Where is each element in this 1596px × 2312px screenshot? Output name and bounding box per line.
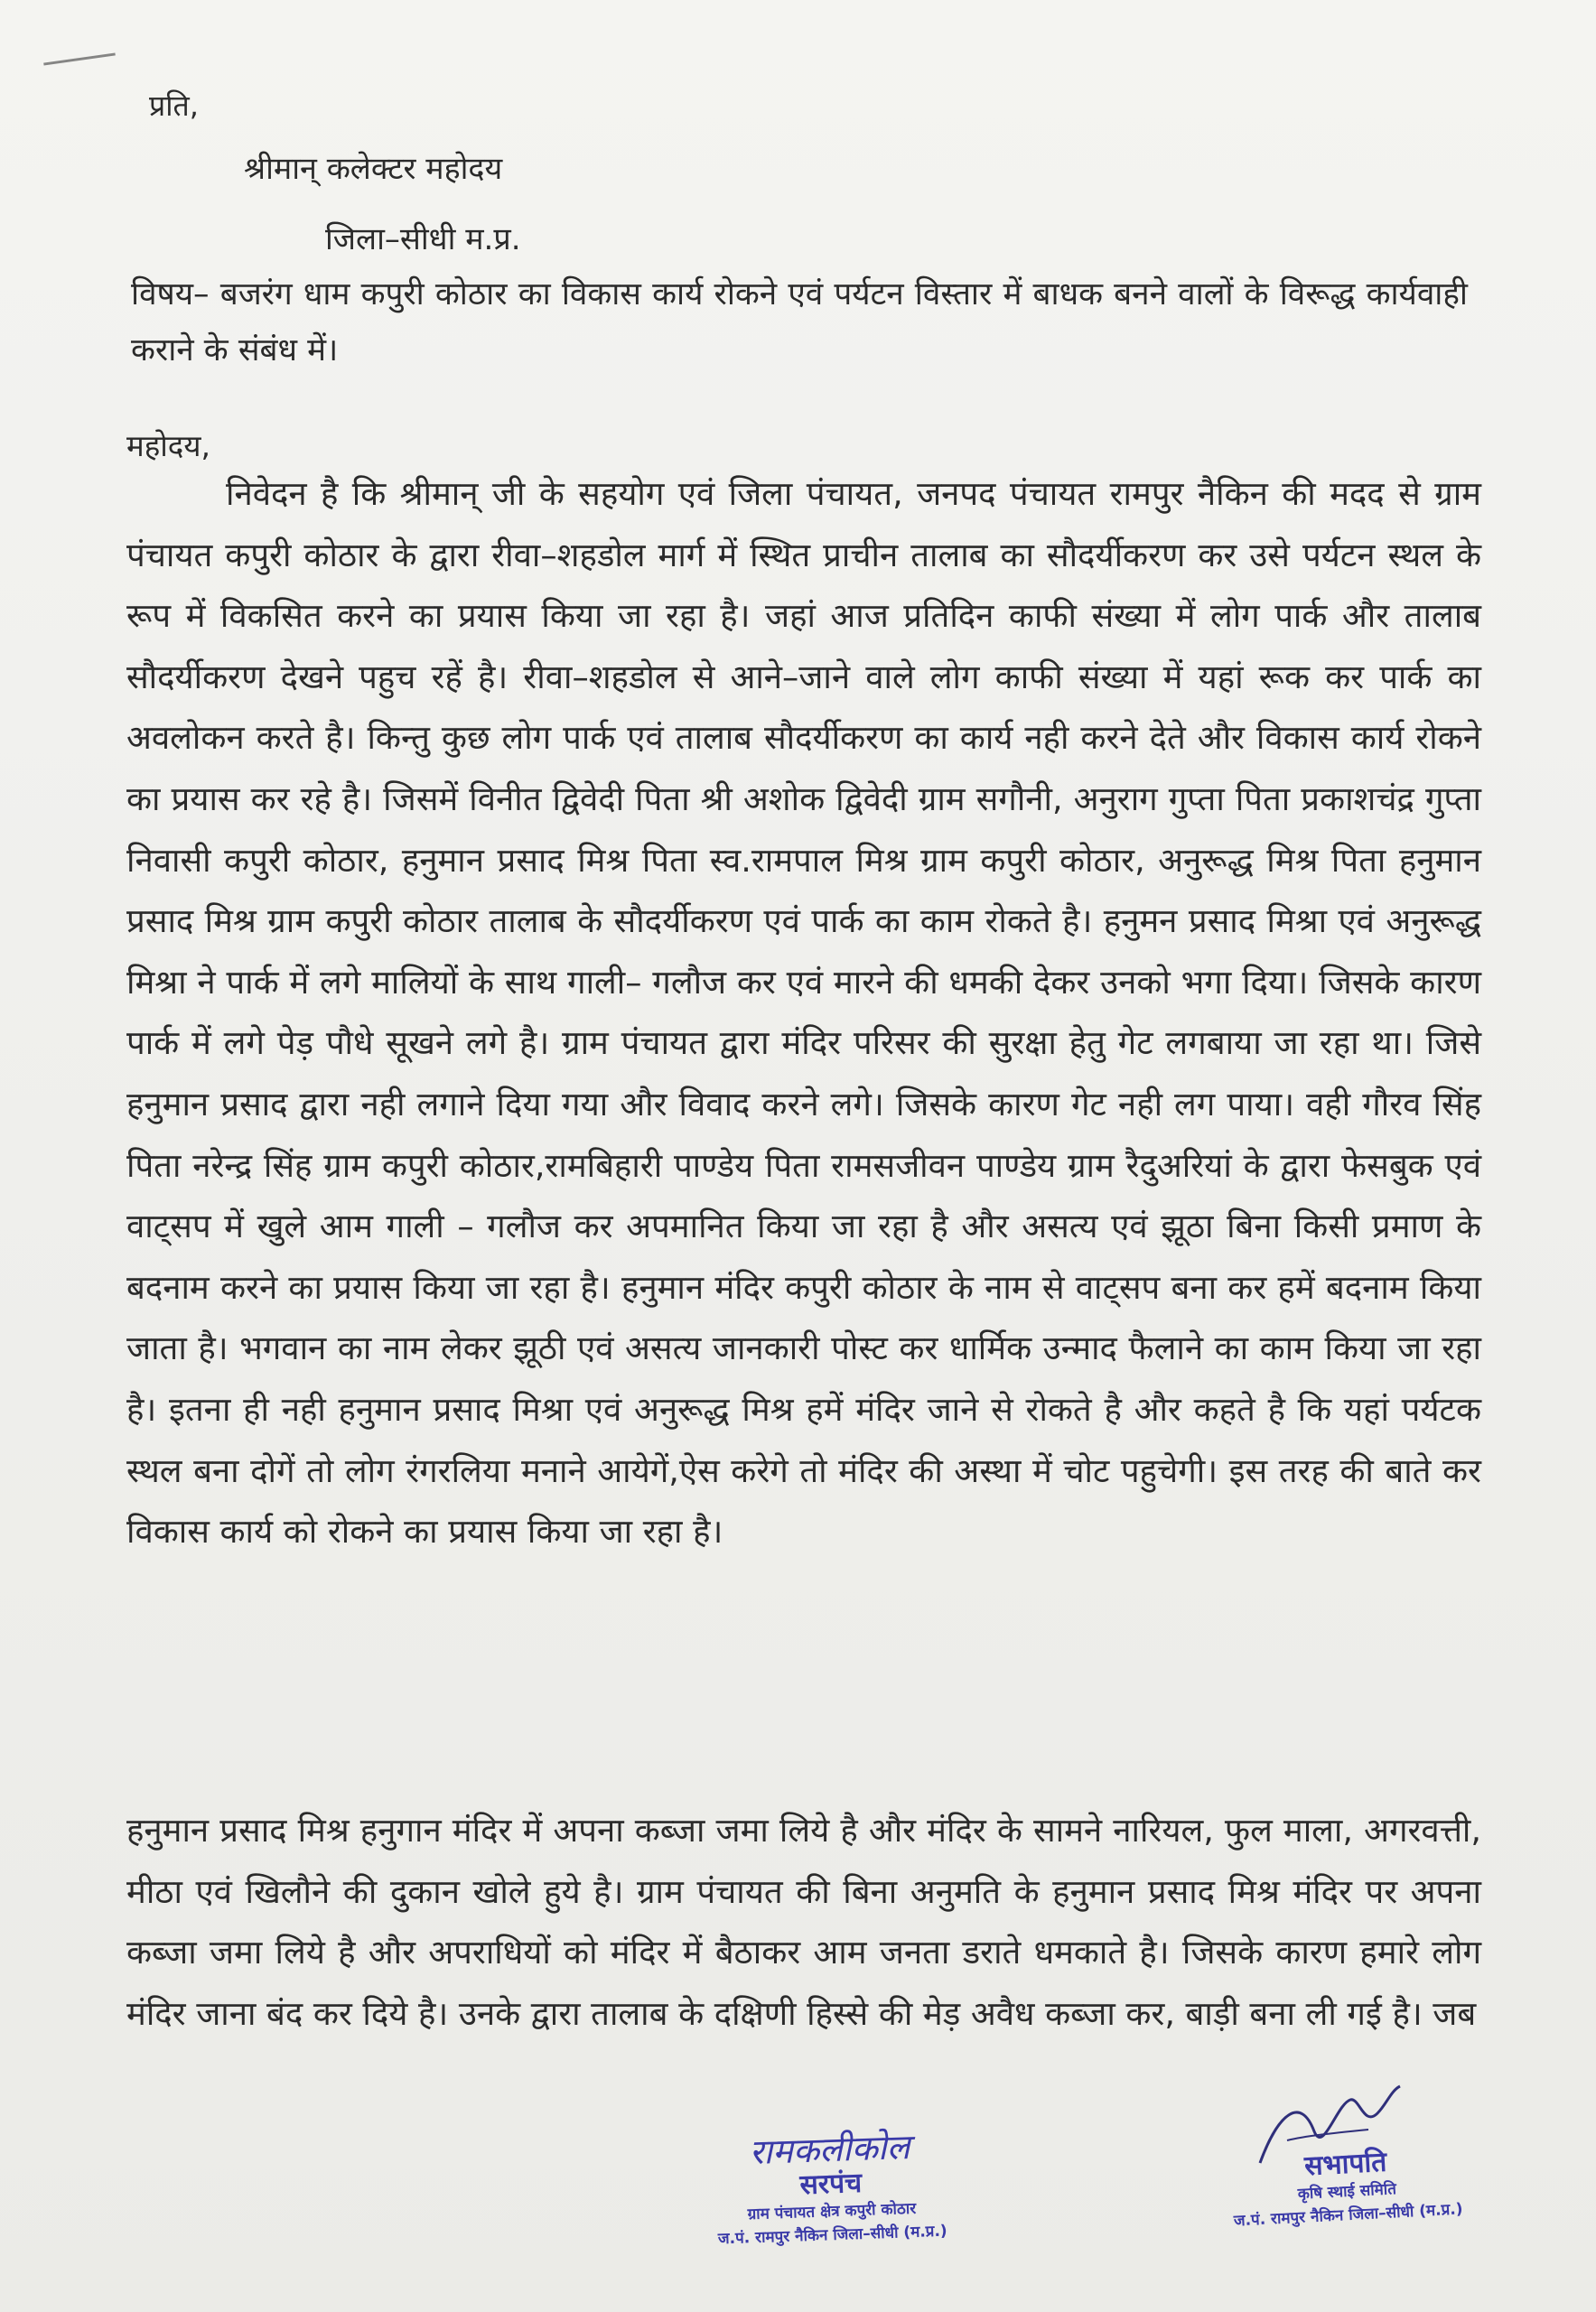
address-to: प्रति, [149,89,199,123]
subject-line: विषय– बजरंग धाम कपुरी कोठार का विकास कार्य रोकने एवं पर्यटन विस्तार में बाधक बनने वालों के विरूद्ध कार्यवाही कराने के संबंध में। [131,276,1468,368]
sabhapati-org-line-1: कृषि स्थाई समिति [1297,2180,1397,2204]
pen-mark [43,52,116,65]
sarpanch-role: सरपंच [798,2167,863,2202]
sabhapati-org-line-2: ज.पं. रामपुर नैकिन जिला–सीधी (म.प्र.) [1233,2200,1463,2231]
sabhapati-role: सभापति [1303,2146,1388,2183]
sarpanch-org-line-1: ग्राम पंचायत क्षेत्र कपुरी कोठार [747,2199,917,2224]
address-recipient: श्रीमान् कलेक्टर महोदय [244,151,503,187]
body-paragraph-1: निवेदन है कि श्रीमान् जी के सहयोग एवं जिला पंचायत, जनपद पंचायत रामपुर नैकिन की मदद से ग्राम पंचायत कपुरी कोठार के द्वारा रीवा–शहडोल मार्ग में स्थित प्राचीन तालाब का सौदर्यीकरण कर उसे पर्यटन स्थल के रूप में विकसित करने का प्रयास किया जा रहा है। जहां आज प्रतिदिन काफी संख्या में लोग पार्क और तालाब सौदर्यीकरण देखने पहुच रहें है। रीवा–शहडोल से आने–जाने वाले लोग काफी संख्या में यहां रूक कर पार्क का अवलोकन करते है। किन्तु कुछ लोग पार्क एवं तालाब सौदर्यीकरण का कार्य नही करने देते और विकास कार्य रोकने का प्रयास कर रहे है। जिसमें विनीत द्विवेदी पिता श्री अशोक द्विवेदी ग्राम सगौनी, अनुराग गुप्ता पिता प्रकाशचंद्र गुप्ता निवासी कपुरी कोठार, हनुमान प्रसाद मिश्र पिता स्व.रामपाल मिश्र ग्राम कपुरी कोठार, अनुरूद्ध मिश्र पिता हनुमान प्रसाद मिश्र ग्राम कपुरी कोठार तालाब के सौदर्यीकरण एवं पार्क का काम रोकते है। हनुमन प्रसाद मिश्रा एवं अनुरूद्ध मिश्रा ने पार्क में लगे मालियों के साथ गाली– गलौज कर एवं मारने की धमकी देकर उनको भगा दिया। जिसके कारण पार्क में लगे पेड़ पौधे सूखने लगे है। ग्राम पंचायत द्वारा मंदिर परिसर की सुरक्षा हेतु गेट लगबाया जा रहा था। जिसे हनुमान प्रसाद द्वारा नही लगाने दिया गया और विवाद करने लगे। जिसके कारण गेट नही लग पाया। वही गौरव सिंह पिता नरेन्द्र सिंह ग्राम कपुरी कोठार,रामबिहारी पाण्डेय पिता रामसजीवन पाण्डेय ग्राम रैदुअरियां के द्वारा फेसबुक एवं वाट्सप में खुले आम गाली – गलौज कर अपमानित किया जा रहा है और असत्य एवं झूठा बिना किसी प्रमाण के बदनाम करने का प्रयास किया जा रहा है। हनुमान मंदिर कपुरी कोठार के नाम से वाट्सप बना कर हमें बदनाम किया जाता है। भगवान का नाम लेकर झूठी एवं असत्य जानकारी पोस्ट कर धार्मिक उन्माद फैलाने का काम किया जा रहा है। इतना ही नही हनुमान प्रसाद मिश्रा एवं अनुरूद्ध मिश्र हमें मंदिर जाने से रोकते है और कहते है कि यहां पर्यटक स्थल बना दोगें तो लोग रंगरलिया मनाने आयेगें,ऐस करेगे तो मंदिर की अस्था में चोट पहुचेगी। इस तरह की बाते कर विकास कार्य को रोकने का प्रयास किया जा रहा है। [126,474,1481,1552]
sarpanch-stamp [667,2124,995,2252]
sabhapati-stamp [1171,2101,1520,2236]
salutation: महोदय, [126,428,210,463]
address-district: जिला–सीधी म.प्र. [325,221,521,257]
sarpanch-signature: रामकलीकोल [748,2126,911,2173]
sarpanch-org-line-2: ज.पं. रामपुर नैकिन जिला–सीधी (म.प्र.) [717,2222,947,2249]
body-paragraph-2: हनुमान प्रसाद मिश्र हनुगान मंदिर में अपना कब्जा जमा लिये है और मंदिर के सामने नारियल, फुल माला, अगरवत्ती, मीठा एवं खिलौने की दुकान खोले हुये है। ग्राम पंचायत की बिना अनुमति के हनुमान प्रसाद मिश्र मंदिर पर अपना कब्जा जमा लिये है और अपराधियों को मंदिर में बैठाकर आम जनता डराते धमकाते है। जिसके कारण हमारे लोग मंदिर जाना बंद कर दिये है। उनके द्वारा तालाब के दक्षिणी हिस्से की मेड़ अवैध कब्जा कर, बाड़ी बना ली गई है। जब [126,1811,1481,2033]
